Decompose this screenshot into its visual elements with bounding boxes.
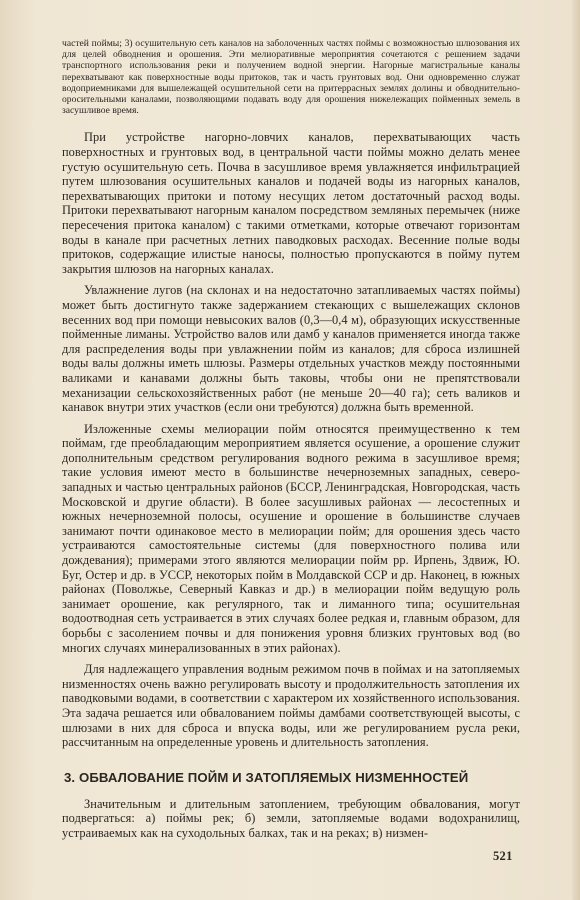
paragraph-ditch-canals: При устройстве нагорно-ловчих каналов, перехватывающих часть поверхностных и грунтовых вод, в центральной части поймы можно делать менее густую осушительную сеть. Почва в засушливое время увлажняется инфильтрацией путем шлюзования осушительных каналов и подачей воды из нагорных каналов, перехватывающих притоки и потому несущих летом достаточный расход воды. Притоки перехватывают нагорным каналом посредством земляных перемычек (ниже пересечения притока каналом) с такими отметками, которые отвечают горизонтам воды в канале при расчетных летних паводковых расходах. Весенние полые воды притоков, содержащие илистые наносы, полностью пропускаются в пойму путем закрытия шлюзов на нагорных каналах. [62,130,520,276]
paragraph-water-regime: Для надлежащего управления водным режимом почв в поймах и на затопляемых низменностях очень важно регулировать высоту и продолжительность затопления их паводковыми водами, в соответствии с характером их хозяйственного использования. Эта задача решается или обвалованием поймы дамбами соответствующей высоты, с шлюзами в них для сброса и впуска воды, или же регулированием русла реки, рассчитанным на определенные уровень и длительность затопления. [62,662,520,750]
paragraph-reclamation-schemes: Изложенные схемы мелиорации пойм относятся преимущественно к тем поймам, где преобладающим мероприятием является осушение, а орошение служит дополнительным средством регулирования водного режима в засушливое время; такие условия имеют место в большинстве нечерноземных западных, северо-западных и частью центральных районов (БССР, Ленинградская, Новгородская, часть Московской и другие области). В более засушливых районах — лесостепных и южных нечерноземной полосы, осушение и орошение в большинстве случаев занимают почти одинаковое место в мелиорации пойм; для орошения здесь часто устраиваются самостоятельные системы (для поверхностного полива или дождевания); примерами этого являются мелиорации пойм рр. Ирпень, Здвиж, Ю. Буг, Остер и др. в УССР, некоторых пойм в Молдавской ССР и др. Наконец, в южных районах (Поволжье, Северный Кавказ и др.) в мелиорации пойм ведущую роль занимает орошение, как регулярного, так и лиманного типа; осушительная водоотводная сеть устраивается в этих случаях более редкая и, главным образом, для борьбы с засолением почвы и для понижения уровня близких грунтовых вод (во многих случаях минерализованных в этих районах). [62,421,520,655]
paragraph-meadow-moistening: Увлажнение лугов (на склонах и на недостаточно затапливаемых частях поймы) может быть достигнуто также задержанием стекающих с вышележащих склонов весенних вод при помощи невысоких валов (0,3—0,4 м), образующих искусственные пойменные лиманы. Устройство валов или дамб у каналов применяется иногда также для распределения воды при увлажнении пойм из каналов; для сброса излишней воды валы должны иметь шлюзы. Размеры отдельных участков между постоянными валиками и канавами должны быть таковы, чтобы они не препятствовали механизации сельскохозяйственных работ (не меньше 20—40 га); сеть валиков и канавок внутри этих участков (если они требуются) должна быть временной. [62,283,520,415]
page-edge-shadow [572,0,580,900]
text-column [62,38,520,848]
intro-small-print: частей поймы; 3) осушительную сеть каналов на заболоченных частях поймы с возможностью шлюзования их для целей обводнения и орошения. Эти мелиоративные мероприятия сочетаются с решением задачи транспортного использования реки и получением водной энергии. Нагорные магистральные каналы перехватывают как поверхностные воды притоков, так и часть грунтовых вод. Они одновременно служат водоприемниками для вышележащей осушительной сети на притеррасных землях долины и обводнительно-оросительными каналами, позволяющими подавать воду для орошения нижележащих пойменных земель в засушливое время. [62,38,520,117]
section-heading: 3. ОБВАЛОВАНИЕ ПОЙМ И ЗАТОПЛЯЕМЫХ НИЗМЕННОСТЕЙ [64,769,469,785]
page-number: 521 [493,849,513,863]
paragraph-flooding: Значительным и длительным затоплением, требующим обвалования, могут подвергаться: а) поймы рек; б) земли, затопляемые водами водохранилищ, устраиваемых как на суходольных балках, так и на реках; в) низмен- [62,796,520,840]
